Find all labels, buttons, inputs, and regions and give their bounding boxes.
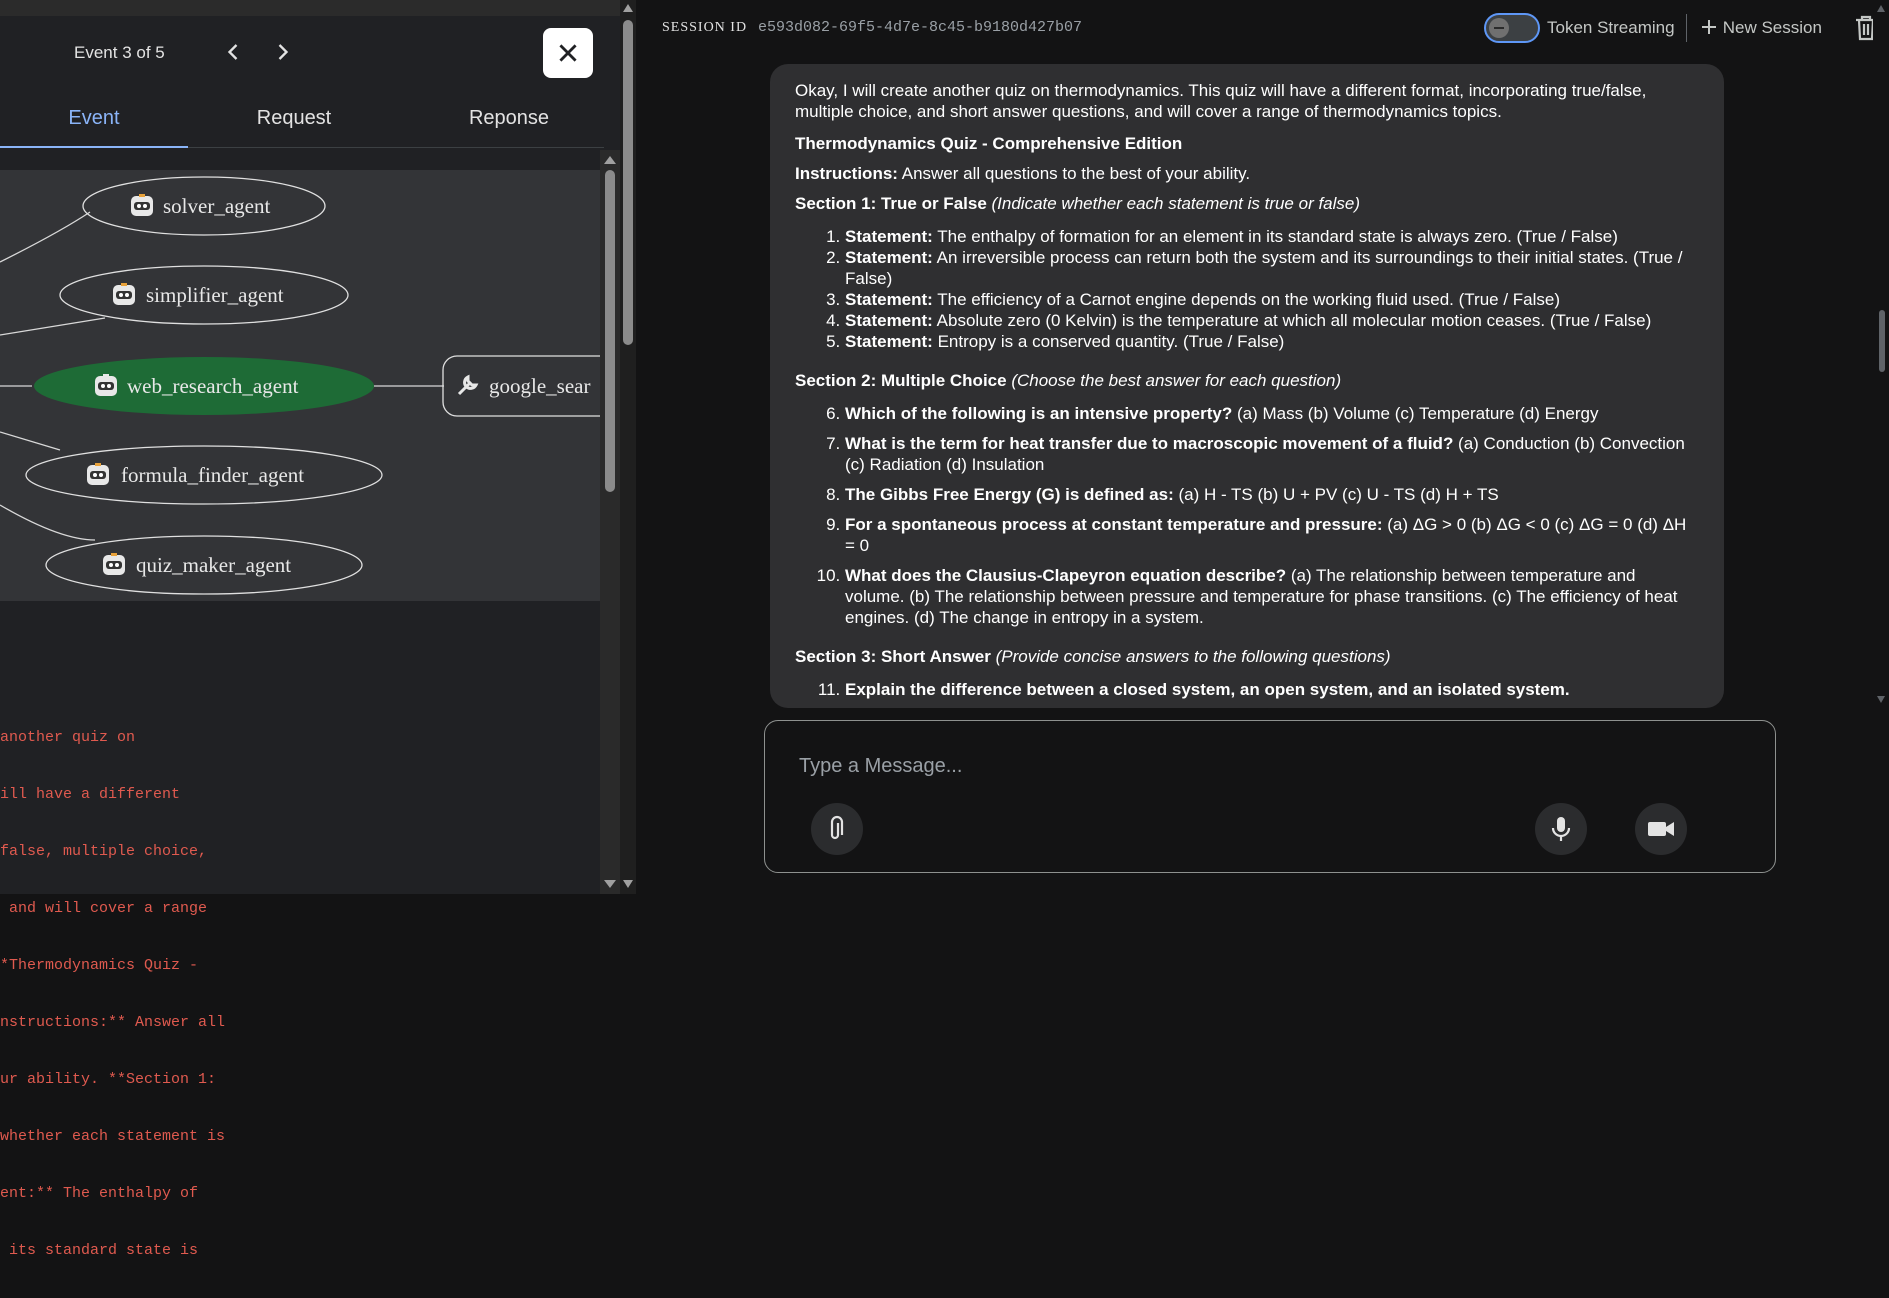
graph-edge xyxy=(0,505,95,540)
graph-node-google-search[interactable] xyxy=(443,356,623,416)
session-id-value: e593d082-69f5-4d7e-8c45-b9180d427b07 xyxy=(758,19,1083,36)
raw-line: nstructions:** Answer all xyxy=(0,1014,226,1031)
list-item xyxy=(845,565,1699,628)
previous-event-button[interactable] xyxy=(219,38,247,66)
node-label-solver-agent: solver_agent xyxy=(163,194,271,218)
item-text: (a) Conduction (b) Convection (c) Radiation (d) Insulation xyxy=(845,434,1685,474)
graph-scrollbar[interactable] xyxy=(600,150,620,894)
scrollbar-track xyxy=(1873,0,1889,710)
list-item xyxy=(845,514,1699,556)
token-streaming-label: Token Streaming xyxy=(1547,18,1675,37)
item-label: What is the term for heat transfer due to macroscopic movement of a fluid? xyxy=(845,434,1454,453)
item-text: (a) H - TS (b) U + PV (c) U - TS (d) H + TS xyxy=(1173,485,1499,504)
section2-heading: Section 2: Multiple Choice xyxy=(795,371,1007,390)
item-text: (a) Mass (b) Volume (c) Temperature (d) Energy xyxy=(1232,404,1599,423)
item-text: An irreversible process can return both the system and its surroundings to their initial states. (True / False) xyxy=(845,248,1683,288)
list-item xyxy=(845,403,1699,424)
item-label: Statement: xyxy=(845,332,933,351)
microphone-icon xyxy=(1551,816,1571,842)
raw-line: *Thermodynamics Quiz - xyxy=(0,957,199,974)
chat-scrollbar[interactable] xyxy=(1873,0,1889,710)
item-label: Explain the difference between a closed system, an open system, and an isolated system. xyxy=(845,680,1570,699)
event-counter: Event 3 of 5 xyxy=(74,43,165,62)
agent-message xyxy=(770,64,1724,708)
raw-line: its standard state is xyxy=(0,1242,199,1259)
section3-heading: Section 3: Short Answer xyxy=(795,647,991,666)
raw-event-text xyxy=(0,690,600,1298)
list-item xyxy=(845,331,1699,352)
scrollbar-track xyxy=(600,150,620,894)
agent-graph xyxy=(0,170,600,601)
instructions-label: Instructions: xyxy=(795,164,898,183)
tab-request[interactable]: Request xyxy=(256,107,332,129)
item-label: Statement: xyxy=(845,248,933,267)
graph-node-simplifier-agent[interactable] xyxy=(60,266,348,324)
scrollbar-track xyxy=(620,0,636,894)
item-label: Which of the following is an intensive property? xyxy=(845,404,1233,423)
item-label: Statement: xyxy=(845,227,933,246)
raw-line: ur ability. **Section 1: xyxy=(0,1071,217,1088)
tab-event[interactable]: Event xyxy=(0,92,188,148)
list-item xyxy=(845,226,1699,247)
event-panel xyxy=(0,0,620,1259)
section1-list xyxy=(795,226,1699,352)
token-streaming-toggle[interactable] xyxy=(1484,13,1540,43)
session-id-label: SESSION ID xyxy=(662,20,748,35)
chevron-left-icon xyxy=(219,38,247,66)
item-text: Entropy is a conserved quantity. (True / False) xyxy=(932,332,1285,351)
section3-hint: (Provide concise answers to the following questions) xyxy=(990,647,1391,666)
graph-edge xyxy=(0,212,90,262)
item-text: The enthalpy of formation for an element in its standard state is always zero. (True / False) xyxy=(932,227,1618,246)
node-label-formula-finder-agent: formula_finder_agent xyxy=(121,463,305,487)
header-divider xyxy=(1686,14,1687,42)
list-item xyxy=(845,433,1699,475)
robot-icon xyxy=(103,553,125,575)
close-panel-button[interactable] xyxy=(543,28,593,78)
agent-graph-canvas xyxy=(0,170,600,601)
session-header xyxy=(636,0,1889,56)
graph-node-quiz-maker-agent[interactable] xyxy=(46,536,362,594)
node-label-quiz-maker-agent: quiz_maker_agent xyxy=(136,553,292,577)
robot-icon xyxy=(131,194,153,216)
section3-list xyxy=(795,679,1699,700)
raw-line: ill have a different xyxy=(0,786,181,803)
robot-icon xyxy=(113,283,135,305)
attach-button[interactable] xyxy=(811,803,863,855)
list-item xyxy=(845,679,1699,700)
item-label: For a spontaneous process at constant temperature and pressure: xyxy=(845,515,1383,534)
raw-line: ent:** The enthalpy of xyxy=(0,1185,199,1202)
message-composer xyxy=(764,720,1776,873)
wrench-icon xyxy=(459,377,476,394)
next-event-button[interactable] xyxy=(269,38,297,66)
video-camera-icon xyxy=(1647,819,1675,839)
item-text: The efficiency of a Carnot engine depends on the working fluid used. (True / False) xyxy=(932,290,1561,309)
graph-node-web-research-agent[interactable] xyxy=(34,357,374,415)
section1-hint: (Indicate whether each statement is true or false) xyxy=(986,194,1361,213)
chevron-right-icon xyxy=(269,38,297,66)
raw-line: and will cover a range xyxy=(0,900,208,917)
toggle-knob xyxy=(1489,18,1509,38)
panel-scrollbar[interactable] xyxy=(620,0,636,894)
list-item xyxy=(845,247,1699,289)
item-label: The Gibbs Free Energy (G) is defined as: xyxy=(845,485,1174,504)
node-label-google-search: google_sear xyxy=(489,374,591,398)
event-navigation xyxy=(0,16,620,90)
panel-top-bar xyxy=(0,0,620,16)
robot-icon xyxy=(87,463,109,485)
item-text: (a) The relationship between temperature and volume. (b) The relationship between pressure and temperature for phase transitions. (c) The efficiency of heat engines. (d) The change in entropy in a system. xyxy=(845,566,1678,627)
item-text: Absolute zero (0 Kelvin) is the temperature at which all molecular motion ceases. (True / False) xyxy=(932,311,1652,330)
chat-area xyxy=(636,0,1889,894)
list-item xyxy=(845,484,1699,505)
node-label-web-research-agent: web_research_agent xyxy=(127,374,299,398)
item-label: What does the Clausius-Clapeyron equation describe? xyxy=(845,566,1287,585)
graph-edge xyxy=(0,318,105,335)
plus-icon xyxy=(1700,18,1718,36)
section1-heading: Section 1: True or False xyxy=(795,194,987,213)
instructions-text: Answer all questions to the best of your ability. xyxy=(897,164,1251,183)
item-label: Statement: xyxy=(845,290,933,309)
list-item xyxy=(845,289,1699,310)
message-input[interactable]: Type a Message... xyxy=(799,755,963,777)
new-session-label: New Session xyxy=(1722,18,1822,37)
video-button[interactable] xyxy=(1635,803,1687,855)
new-session-button[interactable] xyxy=(1700,18,1822,38)
raw-line: whether each statement is xyxy=(0,1128,226,1145)
raw-line: false, multiple choice, xyxy=(0,843,208,860)
event-tabs xyxy=(0,92,604,148)
list-item xyxy=(845,310,1699,331)
section2-hint: (Choose the best answer for each question) xyxy=(1006,371,1342,390)
graph-node-solver-agent[interactable] xyxy=(83,177,325,235)
quiz-title: Thermodynamics Quiz - Comprehensive Edition xyxy=(795,134,1183,153)
raw-line: another quiz on xyxy=(0,729,136,746)
microphone-button[interactable] xyxy=(1535,803,1587,855)
item-label: Statement: xyxy=(845,311,933,330)
graph-edge xyxy=(0,432,60,450)
section2-list xyxy=(795,403,1699,628)
message-intro: Okay, I will create another quiz on thermodynamics. This quiz will have a different format, incorporating true/false, multiple choice, and short answer questions, and will cover a range of thermodynamics topics. xyxy=(795,81,1647,121)
tab-response[interactable]: Reponse xyxy=(468,107,550,129)
close-icon xyxy=(555,40,581,66)
graph-node-formula-finder-agent[interactable] xyxy=(26,446,382,504)
node-label-simplifier-agent: simplifier_agent xyxy=(146,283,284,307)
item-text: (a) ΔG > 0 (b) ΔG < 0 (c) ΔG = 0 (d) ΔH = 0 xyxy=(845,515,1687,555)
paperclip-icon xyxy=(825,816,849,842)
robot-icon xyxy=(95,374,117,396)
